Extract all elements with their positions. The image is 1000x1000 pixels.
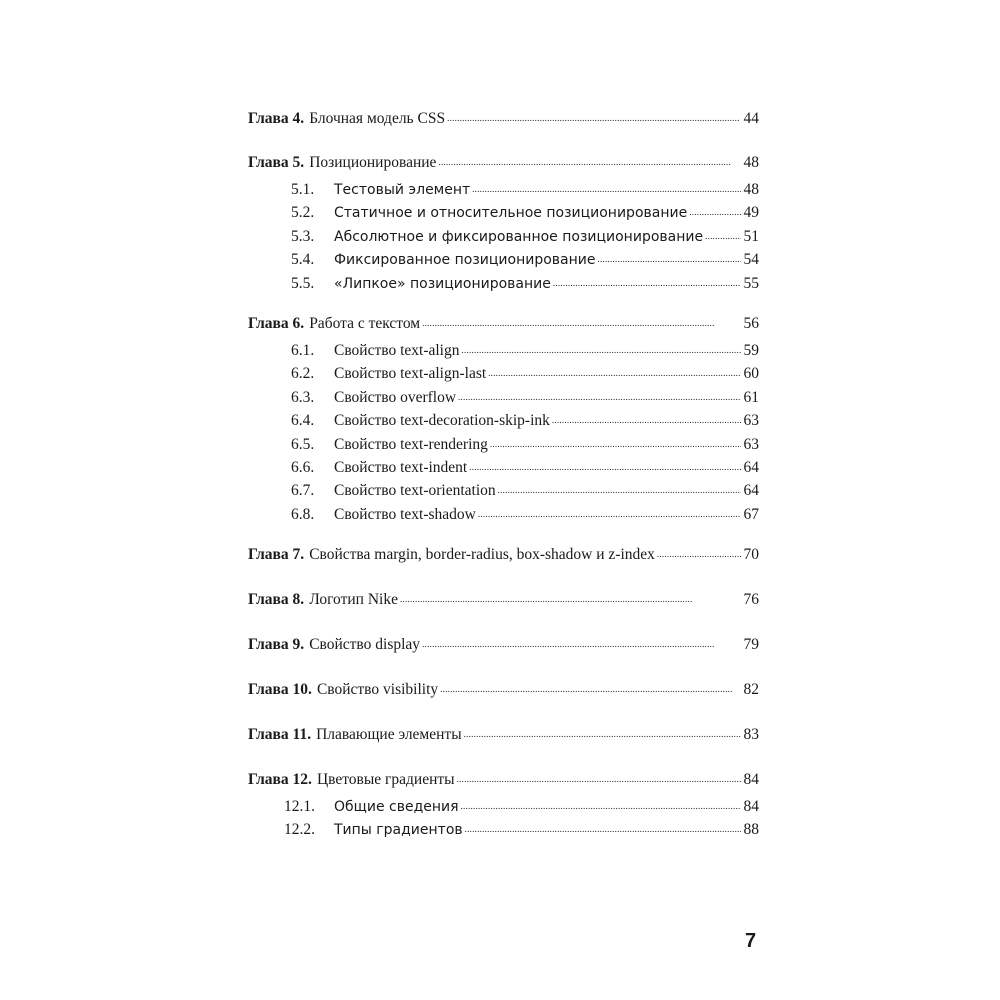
chapter-title: Логотип Nike <box>309 591 398 609</box>
toc-section-5-3[interactable] <box>248 225 759 248</box>
leader-dots <box>469 456 740 472</box>
leader-dots <box>490 433 741 449</box>
section-page: 55 <box>743 274 759 292</box>
leader-dots <box>438 152 740 168</box>
section-page: 49 <box>743 204 759 222</box>
chapter-title: Блочная модель CSS <box>309 110 446 127</box>
toc-section-6-4[interactable] <box>248 409 759 432</box>
chapter-page: 82 <box>743 681 759 699</box>
section-page: 63 <box>743 412 759 430</box>
chapter-number: Глава 11. <box>248 726 312 744</box>
leader-dots <box>422 312 740 328</box>
toc-section-6-5[interactable] <box>248 433 759 456</box>
chapter-number: Глава 8. <box>248 591 305 609</box>
leader-dots <box>464 724 741 740</box>
section-page: 63 <box>743 435 759 453</box>
section-title: Абсолютное и фиксированное позиционирование <box>334 228 704 245</box>
chapter-title: Цветовые градиенты <box>316 771 455 789</box>
toc-section-5-2[interactable] <box>248 201 759 224</box>
toc-section-12-1[interactable] <box>248 795 759 818</box>
chapter-title: Свойства margin, border-radius, box-shadow и z-index <box>309 546 655 564</box>
toc-chapter-10[interactable] <box>248 675 759 705</box>
leader-dots <box>498 480 741 496</box>
leader-dots <box>457 769 741 785</box>
section-title: Тестовый элемент <box>334 182 471 198</box>
leader-dots <box>552 410 741 426</box>
chapter-title: Плавающие элементы <box>316 726 462 744</box>
section-page: 61 <box>743 388 759 406</box>
chapter-title: Свойство display <box>309 636 421 654</box>
leader-dots <box>458 386 740 402</box>
toc-section-6-8[interactable] <box>248 503 759 526</box>
chapter-page: 83 <box>743 726 759 744</box>
toc-section-5-4[interactable] <box>248 248 759 271</box>
leader-dots <box>461 339 740 355</box>
leader-dots <box>422 634 740 650</box>
toc-section-6-6[interactable] <box>248 456 759 479</box>
section-number: 12.2. <box>284 821 315 839</box>
section-title: Типы градиентов <box>334 822 463 839</box>
leader-dots <box>400 589 741 605</box>
section-number: 6.2. <box>291 365 315 383</box>
toc-section-6-3[interactable] <box>248 386 759 409</box>
chapter-page: 76 <box>743 591 759 609</box>
section-page: 88 <box>743 821 759 839</box>
chapter-title: Свойство visibility <box>316 681 439 699</box>
chapter-page: 70 <box>743 546 759 564</box>
section-number: 5.5. <box>291 274 315 292</box>
toc-section-6-1[interactable] <box>248 339 759 362</box>
toc-chapter-4[interactable] <box>248 104 759 134</box>
section-title: Свойство text-decoration-skip-ink <box>334 412 550 430</box>
chapter-number: Глава 10. <box>248 681 312 699</box>
leader-dots <box>553 272 741 288</box>
leader-dots <box>465 819 741 835</box>
section-title: Свойство text-rendering <box>334 435 488 453</box>
toc-chapter-8[interactable] <box>248 585 759 615</box>
section-title: Статичное и относительное позиционирование <box>334 205 688 222</box>
toc-section-5-5[interactable] <box>248 272 759 295</box>
chapter-page: 79 <box>743 636 759 654</box>
section-page: 84 <box>743 798 759 816</box>
toc-chapter-5[interactable] <box>248 148 759 178</box>
section-page: 48 <box>743 181 759 198</box>
section-number: 6.1. <box>291 341 315 359</box>
section-number: 5.4. <box>291 251 315 269</box>
leader-dots <box>478 503 741 519</box>
chapter-title: Позиционирование <box>309 154 437 171</box>
chapter-page: 56 <box>743 314 759 332</box>
section-page: 67 <box>743 505 759 523</box>
chapter-number: Глава 4. <box>248 110 305 127</box>
leader-dots <box>472 179 740 195</box>
leader-dots <box>461 796 741 812</box>
section-title: Свойство text-indent <box>334 458 468 476</box>
leader-dots <box>689 202 740 218</box>
leader-dots <box>440 679 740 695</box>
chapter-page: 44 <box>743 110 759 127</box>
leader-dots <box>488 363 740 379</box>
section-number: 6.6. <box>291 458 315 476</box>
toc-section-12-2[interactable] <box>248 818 759 841</box>
section-number: 6.7. <box>291 482 315 500</box>
toc-chapter-6[interactable] <box>248 309 759 339</box>
leader-dots <box>597 249 740 265</box>
chapter-title: Работа с текстом <box>309 314 421 332</box>
section-page: 60 <box>743 365 759 383</box>
toc-chapter-12[interactable] <box>248 765 759 795</box>
page-number: 7 <box>745 930 757 952</box>
toc-chapter-9[interactable] <box>248 630 759 660</box>
toc-chapter-7[interactable] <box>248 540 759 570</box>
toc-section-6-2[interactable] <box>248 362 759 385</box>
section-number: 5.3. <box>291 227 315 245</box>
section-number: 6.5. <box>291 435 315 453</box>
toc-section-5-1[interactable] <box>248 178 759 201</box>
chapter-number: Глава 9. <box>248 636 305 654</box>
section-title: «Липкое» позиционирование <box>334 275 551 292</box>
section-title: Свойство text-align-last <box>334 365 487 383</box>
section-number: 5.1. <box>291 181 315 198</box>
leader-dots <box>705 225 740 241</box>
chapter-number: Глава 5. <box>248 154 305 171</box>
section-title: Общие сведения <box>334 799 459 816</box>
chapter-number: Глава 7. <box>248 546 305 564</box>
section-title: Свойство text-align <box>334 341 460 359</box>
section-title: Свойство text-orientation <box>334 482 496 500</box>
section-number: 6.4. <box>291 412 315 430</box>
section-title: Свойство overflow <box>334 388 457 406</box>
chapter-page: 84 <box>743 771 759 789</box>
section-page: 54 <box>743 251 759 269</box>
section-number: 12.1. <box>284 798 315 816</box>
section-page: 64 <box>743 458 759 476</box>
chapter-page: 48 <box>743 154 759 171</box>
section-number: 6.8. <box>291 505 315 523</box>
toc-section-6-7[interactable] <box>248 479 759 502</box>
section-page: 51 <box>743 227 759 245</box>
section-number: 5.2. <box>291 204 315 222</box>
section-title: Фиксированное позиционирование <box>334 252 596 269</box>
leader-dots <box>447 108 740 124</box>
chapter-number: Глава 12. <box>248 771 312 789</box>
section-page: 59 <box>743 341 759 359</box>
toc-chapter-11[interactable] <box>248 720 759 750</box>
table-of-contents <box>248 104 759 842</box>
section-page: 64 <box>743 482 759 500</box>
section-number: 6.3. <box>291 388 315 406</box>
section-title: Свойство text-shadow <box>334 505 476 523</box>
leader-dots <box>657 544 741 560</box>
chapter-number: Глава 6. <box>248 314 305 332</box>
